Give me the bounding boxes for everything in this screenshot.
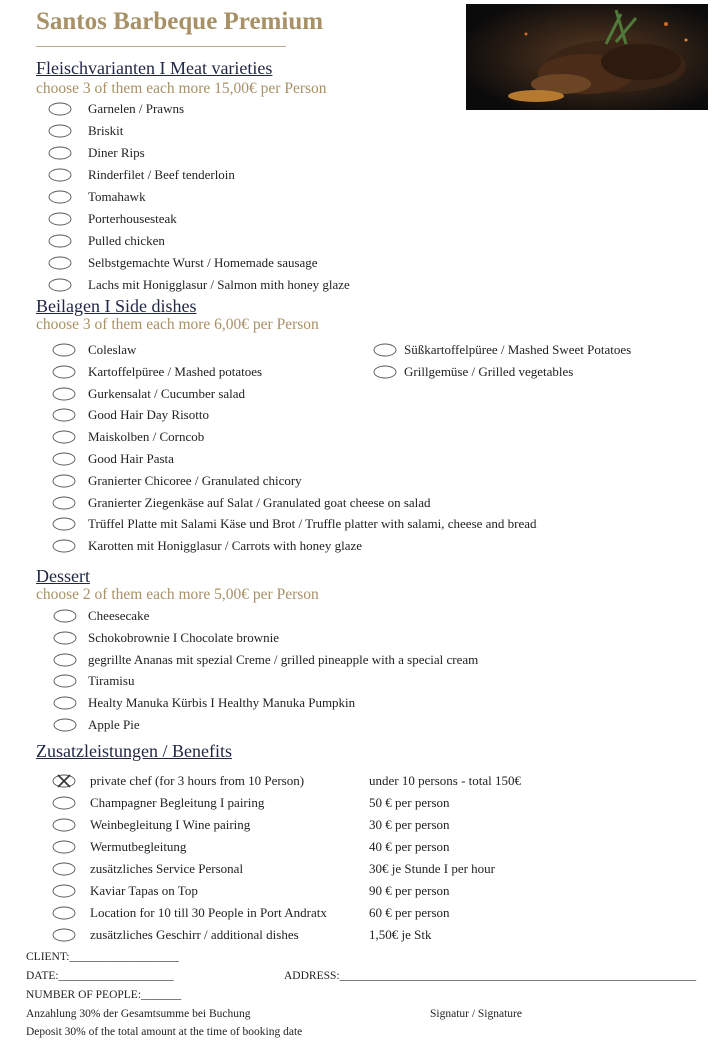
sides-subheading: choose 3 of them each more 6,00€ per Person: [36, 316, 319, 333]
benefit-checkbox[interactable]: [52, 906, 76, 919]
dessert-checkbox[interactable]: [53, 653, 77, 666]
benefit-checkbox[interactable]: [52, 774, 76, 787]
side-item-label: Karotten mit Honigglasur / Carrots with honey glaze: [88, 538, 363, 554]
meat-item-label: Garnelen / Prawns: [88, 101, 185, 116]
bbq-steak-photo: [466, 4, 708, 110]
side-checkbox[interactable]: [52, 474, 76, 487]
side-checkbox[interactable]: [52, 365, 76, 378]
benefit-label: Champagner Begleitung I pairing: [90, 795, 265, 810]
side-checkbox[interactable]: [52, 343, 76, 356]
meat-checkbox[interactable]: [48, 212, 72, 225]
benefits-heading: Zusatzleistungen / Benefits: [36, 741, 232, 761]
dessert-checkbox[interactable]: [53, 609, 77, 622]
meat-item-label: Tomahawk: [88, 189, 146, 204]
page-title: Santos Barbeque Premium: [36, 8, 324, 35]
meat-checkbox[interactable]: [48, 234, 72, 247]
meat-item-label: Diner Rips: [88, 145, 145, 160]
dessert-item-label: Cheesecake: [88, 608, 150, 623]
side-item-label: Granierter Chicoree / Granulated chicory: [88, 472, 302, 488]
side-checkbox[interactable]: [52, 496, 76, 509]
title-underline: [36, 46, 286, 47]
benefit-price: 90 € per person: [369, 883, 450, 898]
side-checkbox[interactable]: [52, 408, 76, 421]
benefit-checkbox[interactable]: [52, 928, 76, 941]
signature-field[interactable]: Signatur / Signature: [430, 1008, 522, 1020]
meat-item-label: Rinderfilet / Beef tenderloin: [88, 167, 235, 182]
dessert-item-label: Tiramisu: [88, 673, 135, 689]
benefit-label: Wermutbegleitung: [90, 839, 187, 854]
meat-item-label: Selbstgemachte Wurst / Homemade sausage: [88, 255, 318, 270]
meat-item-label: Lachs mit Honigglasur / Salmon mith honey glaze: [88, 277, 350, 292]
benefit-checkbox[interactable]: [52, 884, 76, 897]
meat-checkbox[interactable]: [48, 190, 72, 203]
meat-checkbox[interactable]: [48, 124, 72, 137]
benefit-checkbox[interactable]: [52, 796, 76, 809]
dessert-checkbox[interactable]: [53, 631, 77, 644]
benefit-price: 50 € per person: [369, 795, 450, 810]
client-field[interactable]: CLIENT:___________________: [26, 951, 179, 963]
benefit-price: 30 € per person: [369, 817, 450, 832]
deposit-english: Deposit 30% of the total amount at the time of booking date: [26, 1026, 303, 1038]
meat-subheading: choose 3 of them each more 15,00€ per Person: [36, 80, 327, 97]
meat-checkbox[interactable]: [48, 168, 72, 181]
meat-item-label: Pulled chicken: [88, 233, 165, 248]
meat-checkbox[interactable]: [48, 102, 72, 115]
dessert-item-label: Schokobrownie I Chocolate brownie: [88, 629, 279, 645]
benefit-price: under 10 persons - total 150€: [369, 773, 522, 788]
dessert-item-label: gegrillte Ananas mit spezial Creme / grilled pineapple with a special cream: [88, 651, 479, 667]
benefit-label: zusätzliches Geschirr / additional dishes: [90, 927, 299, 942]
benefit-price: 30€ je Stunde I per hour: [369, 861, 496, 876]
benefit-label: private chef (for 3 hours from 10 Person): [90, 773, 305, 788]
benefit-price: 40 € per person: [369, 839, 450, 854]
benefit-price: 1,50€ je Stk: [369, 927, 432, 942]
benefit-label: zusätzliches Service Personal: [90, 861, 244, 876]
side-item-label: Coleslaw: [88, 342, 137, 357]
benefit-price: 60 € per person: [369, 905, 450, 920]
side-checkbox[interactable]: [52, 430, 76, 443]
side-item-label: Good Hair Pasta: [88, 451, 174, 466]
dessert-item-label: Apple Pie: [88, 717, 140, 732]
meat-heading: Fleischvarianten I Meat varieties: [36, 58, 273, 78]
meat-checkbox[interactable]: [48, 256, 72, 269]
meat-item-label: Porterhousesteak: [88, 211, 177, 226]
sides-heading: Beilagen I Side dishes: [36, 296, 197, 316]
meat-checkbox[interactable]: [48, 278, 72, 291]
address-field[interactable]: ADDRESS:______________________________________________________________: [284, 970, 697, 982]
side-item-label: Gurkensalat / Cucumber salad: [88, 385, 246, 401]
deposit-german: Anzahlung 30% der Gesamtsumme bei Buchung: [26, 1008, 251, 1020]
date-field[interactable]: DATE:____________________: [26, 970, 174, 982]
side-checkbox[interactable]: [52, 452, 76, 465]
benefit-checkbox[interactable]: [52, 818, 76, 831]
side-checkbox[interactable]: [52, 387, 76, 400]
meat-checkbox[interactable]: [48, 146, 72, 159]
side-checkbox[interactable]: [52, 539, 76, 552]
dessert-checkbox[interactable]: [53, 718, 77, 731]
benefit-label: Weinbegleitung I Wine pairing: [90, 817, 251, 832]
benefit-label: Kaviar Tapas on Top: [90, 883, 198, 898]
side-item-label: Maiskolben / Corncob: [88, 429, 205, 445]
side-item-label: Trüffel Platte mit Salami Käse und Brot / Truffle platter with salami, cheese and bread: [88, 516, 537, 532]
dessert-checkbox[interactable]: [53, 674, 77, 687]
side-checkbox[interactable]: [52, 517, 76, 530]
dessert-checkbox[interactable]: [53, 696, 77, 709]
side-item-label: Grillgemüse / Grilled vegetables: [404, 363, 574, 379]
side-item-label: Granierter Ziegenkäse auf Salat / Granulated goat cheese on salad: [88, 494, 431, 510]
benefit-label: Location for 10 till 30 People in Port Andratx: [90, 905, 327, 920]
dessert-item-label: Healty Manuka Kürbis I Healthy Manuka Pumpkin: [88, 695, 356, 711]
number-of-people-field[interactable]: NUMBER OF PEOPLE:_______: [26, 989, 182, 1001]
meat-item-label: Briskit: [88, 123, 124, 138]
side-item-label: Süßkartoffelpüree / Mashed Sweet Potatoes: [404, 342, 632, 357]
side-item-label: Good Hair Day Risotto: [88, 407, 209, 423]
side-checkbox[interactable]: [373, 343, 397, 356]
benefit-checkbox[interactable]: [52, 840, 76, 853]
side-item-label: Kartoffelpüree / Mashed potatoes: [88, 363, 263, 379]
side-checkbox[interactable]: [373, 365, 397, 378]
dessert-subheading: choose 2 of them each more 5,00€ per Person: [36, 586, 319, 603]
benefit-checkbox[interactable]: [52, 862, 76, 875]
dessert-heading: Dessert: [36, 566, 90, 586]
